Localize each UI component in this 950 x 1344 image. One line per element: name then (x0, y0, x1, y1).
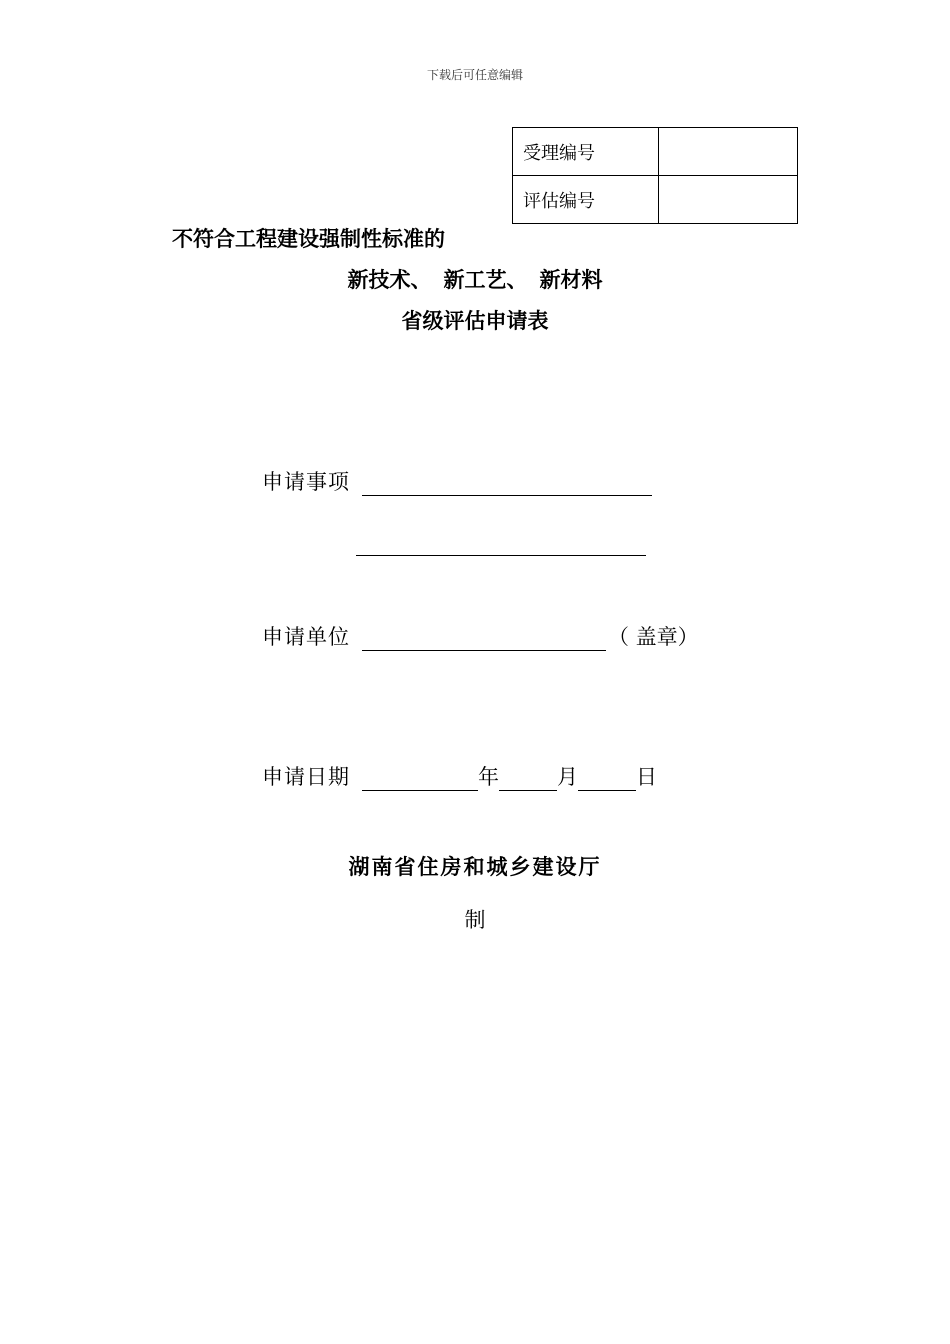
table-row (513, 176, 798, 224)
header-note: 下载后可任意编辑 (426, 68, 523, 82)
year-blank[interactable] (362, 766, 478, 791)
issuing-authority: 湖南省住房和城乡建设厅 (348, 855, 602, 879)
day-label: 日 (636, 765, 657, 789)
seal-note: （ 盖章） (608, 625, 699, 649)
title-line-2 (0, 264, 950, 294)
assessment-number-label: 评估编号 (513, 176, 659, 224)
application-item-row (262, 466, 652, 496)
application-date-row (262, 761, 657, 791)
month-blank[interactable] (499, 766, 557, 791)
made-by-note: 制 (464, 908, 486, 932)
application-item-blank-second-line[interactable] (356, 555, 646, 556)
application-item-blank[interactable] (362, 471, 652, 496)
day-blank[interactable] (578, 766, 636, 791)
title-part-new-material: 新材料 (539, 268, 603, 292)
acceptance-number-label: 受理编号 (513, 128, 659, 176)
month-label: 月 (557, 765, 578, 789)
applicant-unit-label: 申请单位 (262, 625, 350, 649)
table-row (513, 128, 798, 176)
application-date-label: 申请日期 (262, 765, 350, 789)
applicant-unit-blank[interactable] (362, 626, 606, 651)
acceptance-number-field[interactable] (659, 128, 798, 176)
title-line-1: 不符合工程建设强制性标准的 (172, 227, 445, 251)
applicant-unit-row (262, 621, 699, 651)
title-part-new-process: 新工艺、 (443, 268, 528, 292)
application-item-label: 申请事项 (262, 470, 350, 494)
registration-number-table (512, 127, 798, 224)
title-part-new-technology: 新技术、 (347, 268, 432, 292)
year-label: 年 (478, 765, 499, 789)
title-line-3: 省级评估申请表 (401, 309, 549, 333)
assessment-number-field[interactable] (659, 176, 798, 224)
